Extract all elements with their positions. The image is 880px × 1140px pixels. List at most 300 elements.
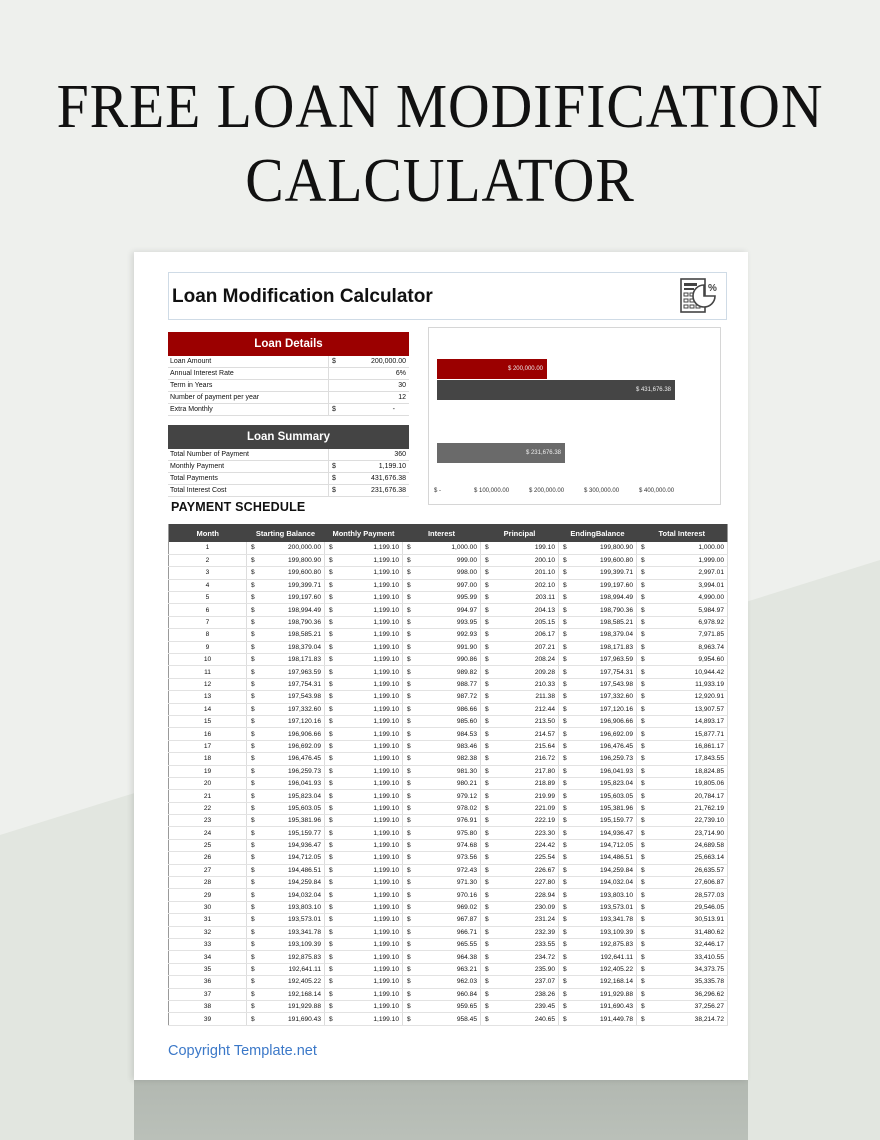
cell-starting-balance[interactable]: 194,032.04 (259, 889, 325, 901)
cell-principal[interactable]: 237.07 (493, 976, 559, 988)
cell-total-interest[interactable]: 32,446.17 (649, 939, 728, 951)
cell-month[interactable]: 37 (169, 988, 247, 1000)
cell-monthly-payment[interactable]: 1,199.10 (337, 604, 403, 616)
cell-ending-balance[interactable]: 195,603.05 (571, 790, 637, 802)
cell-starting-balance[interactable]: 191,690.43 (259, 1013, 325, 1025)
cell-month[interactable]: 10 (169, 654, 247, 666)
cell-interest[interactable]: 962.03 (415, 976, 481, 988)
cell-monthly-payment[interactable]: 1,199.10 (337, 988, 403, 1000)
cell-monthly-payment[interactable]: 1,199.10 (337, 1000, 403, 1012)
cell-month[interactable]: 7 (169, 616, 247, 628)
cell-starting-balance[interactable]: 199,399.71 (259, 579, 325, 591)
cell-monthly-payment[interactable]: 1,199.10 (337, 901, 403, 913)
cell-starting-balance[interactable]: 192,168.14 (259, 988, 325, 1000)
cell-ending-balance[interactable]: 197,332.60 (571, 691, 637, 703)
cell-starting-balance[interactable]: 192,875.83 (259, 951, 325, 963)
cell-principal[interactable]: 203.11 (493, 592, 559, 604)
cell-starting-balance[interactable]: 195,603.05 (259, 802, 325, 814)
cell-principal[interactable]: 211.38 (493, 691, 559, 703)
cell-principal[interactable]: 217.80 (493, 765, 559, 777)
cell-month[interactable]: 23 (169, 815, 247, 827)
interest-rate-value[interactable]: 6% (395, 370, 406, 377)
cell-monthly-payment[interactable]: 1,199.10 (337, 815, 403, 827)
cell-principal[interactable]: 228.94 (493, 889, 559, 901)
currency-symbol: $ (403, 666, 415, 678)
bar-loan-amount: $ 200,000.00 (437, 359, 547, 379)
cell-monthly-payment[interactable]: 1,199.10 (337, 666, 403, 678)
col-header-monthly-payment[interactable]: Monthly Payment (325, 524, 403, 542)
cell-total-interest[interactable]: 4,990.00 (649, 592, 728, 604)
cell-ending-balance[interactable]: 199,800.90 (571, 542, 637, 554)
cell-total-interest[interactable]: 36,296.62 (649, 988, 728, 1000)
cell-month[interactable]: 9 (169, 641, 247, 653)
cell-total-interest[interactable]: 3,994.01 (649, 579, 728, 591)
cell-interest[interactable]: 991.90 (415, 641, 481, 653)
extra-monthly-value[interactable]: - (392, 406, 395, 413)
cell-principal[interactable]: 205.15 (493, 616, 559, 628)
cell-monthly-payment[interactable]: 1,199.10 (337, 567, 403, 579)
cell-interest[interactable]: 983.46 (415, 740, 481, 752)
cell-ending-balance[interactable]: 191,690.43 (571, 1000, 637, 1012)
cell-starting-balance[interactable]: 191,929.88 (259, 1000, 325, 1012)
cell-month[interactable]: 3 (169, 567, 247, 579)
cell-total-interest[interactable]: 1,999.00 (649, 554, 728, 566)
cell-total-interest[interactable]: 14,893.17 (649, 715, 728, 727)
cell-principal[interactable]: 219.99 (493, 790, 559, 802)
cell-ending-balance[interactable]: 196,476.45 (571, 740, 637, 752)
cell-total-interest[interactable]: 23,714.90 (649, 827, 728, 839)
table-row (169, 827, 728, 839)
cell-ending-balance[interactable]: 198,790.36 (571, 604, 637, 616)
cell-monthly-payment[interactable]: 1,199.10 (337, 1013, 403, 1025)
cell-interest[interactable]: 1,000.00 (415, 542, 481, 554)
cell-month[interactable]: 33 (169, 939, 247, 951)
cell-interest[interactable]: 992.93 (415, 629, 481, 641)
cell-principal[interactable]: 215.64 (493, 740, 559, 752)
cell-ending-balance[interactable]: 198,994.49 (571, 592, 637, 604)
cell-total-interest[interactable]: 19,805.06 (649, 777, 728, 789)
cell-starting-balance[interactable]: 196,692.09 (259, 740, 325, 752)
cell-ending-balance[interactable]: 198,585.21 (571, 616, 637, 628)
cell-ending-balance[interactable]: 194,486.51 (571, 852, 637, 864)
cell-principal[interactable]: 232.39 (493, 926, 559, 938)
cell-starting-balance[interactable]: 196,476.45 (259, 753, 325, 765)
cell-interest[interactable]: 966.71 (415, 926, 481, 938)
cell-ending-balance[interactable]: 194,712.05 (571, 839, 637, 851)
cell-principal[interactable]: 199.10 (493, 542, 559, 554)
cell-starting-balance[interactable]: 197,963.59 (259, 666, 325, 678)
cell-total-interest[interactable]: 2,997.01 (649, 567, 728, 579)
cell-month[interactable]: 18 (169, 753, 247, 765)
cell-starting-balance[interactable]: 199,600.80 (259, 567, 325, 579)
cell-principal[interactable]: 216.72 (493, 753, 559, 765)
cell-month[interactable]: 24 (169, 827, 247, 839)
cell-ending-balance[interactable]: 193,803.10 (571, 889, 637, 901)
copyright-link[interactable]: Copyright Template.net (168, 1043, 317, 1059)
col-header-starting-balance[interactable]: Starting Balance (247, 524, 325, 542)
col-header-month[interactable]: Month (169, 524, 247, 542)
cell-principal[interactable]: 225.54 (493, 852, 559, 864)
cell-month[interactable]: 32 (169, 926, 247, 938)
cell-ending-balance[interactable]: 199,600.80 (571, 554, 637, 566)
cell-starting-balance[interactable]: 197,120.16 (259, 715, 325, 727)
cell-ending-balance[interactable]: 193,341.78 (571, 914, 637, 926)
cell-month[interactable]: 39 (169, 1013, 247, 1025)
cell-monthly-payment[interactable]: 1,199.10 (337, 889, 403, 901)
cell-principal[interactable]: 212.44 (493, 703, 559, 715)
cell-starting-balance[interactable]: 197,543.98 (259, 691, 325, 703)
cell-total-interest[interactable]: 17,843.55 (649, 753, 728, 765)
cell-total-interest[interactable]: 16,861.17 (649, 740, 728, 752)
cell-monthly-payment[interactable]: 1,199.10 (337, 963, 403, 975)
cell-interest[interactable]: 980.21 (415, 777, 481, 789)
cell-interest[interactable]: 971.30 (415, 877, 481, 889)
cell-starting-balance[interactable]: 198,585.21 (259, 629, 325, 641)
cell-ending-balance[interactable]: 196,906.66 (571, 715, 637, 727)
cell-month[interactable]: 19 (169, 765, 247, 777)
payments-per-year-value[interactable]: 12 (398, 394, 406, 401)
cell-monthly-payment[interactable]: 1,199.10 (337, 678, 403, 690)
cell-starting-balance[interactable]: 193,573.01 (259, 914, 325, 926)
cell-ending-balance[interactable]: 194,259.84 (571, 864, 637, 876)
cell-ending-balance[interactable]: 193,109.39 (571, 926, 637, 938)
cell-monthly-payment[interactable]: 1,199.10 (337, 654, 403, 666)
cell-interest[interactable]: 975.80 (415, 827, 481, 839)
cell-month[interactable]: 25 (169, 839, 247, 851)
cell-interest[interactable]: 994.97 (415, 604, 481, 616)
cell-total-interest[interactable]: 37,256.27 (649, 1000, 728, 1012)
cell-principal[interactable]: 206.17 (493, 629, 559, 641)
cell-total-interest[interactable]: 1,000.00 (649, 542, 728, 554)
cell-ending-balance[interactable]: 199,399.71 (571, 567, 637, 579)
cell-total-interest[interactable]: 30,513.91 (649, 914, 728, 926)
cell-total-interest[interactable]: 38,214.72 (649, 1013, 728, 1025)
cell-monthly-payment[interactable]: 1,199.10 (337, 864, 403, 876)
cell-month[interactable]: 14 (169, 703, 247, 715)
cell-interest[interactable]: 958.45 (415, 1013, 481, 1025)
cell-principal[interactable]: 227.80 (493, 877, 559, 889)
cell-interest[interactable]: 993.95 (415, 616, 481, 628)
cell-interest[interactable]: 978.02 (415, 802, 481, 814)
cell-monthly-payment[interactable]: 1,199.10 (337, 592, 403, 604)
cell-month[interactable]: 36 (169, 976, 247, 988)
cell-monthly-payment[interactable]: 1,199.10 (337, 753, 403, 765)
cell-ending-balance[interactable]: 192,641.11 (571, 951, 637, 963)
cell-starting-balance[interactable]: 194,259.84 (259, 877, 325, 889)
cell-ending-balance[interactable]: 194,936.47 (571, 827, 637, 839)
cell-monthly-payment[interactable]: 1,199.10 (337, 691, 403, 703)
cell-month[interactable]: 27 (169, 864, 247, 876)
cell-principal[interactable]: 234.72 (493, 951, 559, 963)
currency-symbol: $ (559, 889, 571, 901)
cell-monthly-payment[interactable]: 1,199.10 (337, 740, 403, 752)
cell-monthly-payment[interactable]: 1,199.10 (337, 976, 403, 988)
cell-principal[interactable]: 201.10 (493, 567, 559, 579)
cell-ending-balance[interactable]: 197,120.16 (571, 703, 637, 715)
cell-interest[interactable]: 989.82 (415, 666, 481, 678)
cell-ending-balance[interactable]: 194,032.04 (571, 877, 637, 889)
cell-ending-balance[interactable]: 195,381.96 (571, 802, 637, 814)
cell-total-interest[interactable]: 28,577.03 (649, 889, 728, 901)
cell-month[interactable]: 38 (169, 1000, 247, 1012)
currency-symbol: $ (247, 877, 259, 889)
cell-interest[interactable]: 986.66 (415, 703, 481, 715)
cell-total-interest[interactable]: 27,606.87 (649, 877, 728, 889)
cell-month[interactable]: 13 (169, 691, 247, 703)
cell-month[interactable]: 29 (169, 889, 247, 901)
cell-monthly-payment[interactable]: 1,199.10 (337, 827, 403, 839)
cell-monthly-payment[interactable]: 1,199.10 (337, 790, 403, 802)
cell-principal[interactable]: 238.26 (493, 988, 559, 1000)
cell-total-interest[interactable]: 25,663.14 (649, 852, 728, 864)
cell-total-interest[interactable]: 33,410.55 (649, 951, 728, 963)
cell-month[interactable]: 31 (169, 914, 247, 926)
cell-monthly-payment[interactable]: 1,199.10 (337, 715, 403, 727)
cell-starting-balance[interactable]: 194,712.05 (259, 852, 325, 864)
cell-total-interest[interactable]: 6,978.92 (649, 616, 728, 628)
cell-total-interest[interactable]: 12,920.91 (649, 691, 728, 703)
cell-ending-balance[interactable]: 197,963.59 (571, 654, 637, 666)
cell-starting-balance[interactable]: 200,000.00 (259, 542, 325, 554)
cell-ending-balance[interactable]: 192,168.14 (571, 976, 637, 988)
cell-total-interest[interactable]: 31,480.62 (649, 926, 728, 938)
cell-ending-balance[interactable]: 197,754.31 (571, 666, 637, 678)
cell-ending-balance[interactable]: 199,197.60 (571, 579, 637, 591)
currency-symbol: $ (247, 963, 259, 975)
cell-monthly-payment[interactable]: 1,199.10 (337, 579, 403, 591)
cell-month[interactable]: 5 (169, 592, 247, 604)
cell-month[interactable]: 6 (169, 604, 247, 616)
cell-total-interest[interactable]: 10,944.42 (649, 666, 728, 678)
cell-monthly-payment[interactable]: 1,199.10 (337, 939, 403, 951)
cell-month[interactable]: 30 (169, 901, 247, 913)
cell-monthly-payment[interactable]: 1,199.10 (337, 802, 403, 814)
cell-ending-balance[interactable]: 192,875.83 (571, 939, 637, 951)
cell-month[interactable]: 22 (169, 802, 247, 814)
cell-principal[interactable]: 221.09 (493, 802, 559, 814)
cell-interest[interactable]: 995.99 (415, 592, 481, 604)
currency-symbol: $ (559, 852, 571, 864)
cell-month[interactable]: 17 (169, 740, 247, 752)
cell-monthly-payment[interactable]: 1,199.10 (337, 839, 403, 851)
term-years-value[interactable]: 30 (398, 382, 406, 389)
col-header-total-interest[interactable]: Total Interest (637, 524, 728, 542)
cell-monthly-payment[interactable]: 1,199.10 (337, 852, 403, 864)
cell-monthly-payment[interactable]: 1,199.10 (337, 777, 403, 789)
cell-month[interactable]: 21 (169, 790, 247, 802)
cell-month[interactable]: 26 (169, 852, 247, 864)
cell-monthly-payment[interactable]: 1,199.10 (337, 926, 403, 938)
cell-ending-balance[interactable]: 196,041.93 (571, 765, 637, 777)
cell-ending-balance[interactable]: 193,573.01 (571, 901, 637, 913)
cell-interest[interactable]: 960.84 (415, 988, 481, 1000)
cell-principal[interactable]: 226.67 (493, 864, 559, 876)
cell-monthly-payment[interactable]: 1,199.10 (337, 629, 403, 641)
cell-interest[interactable]: 985.60 (415, 715, 481, 727)
cell-ending-balance[interactable]: 196,692.09 (571, 728, 637, 740)
cell-ending-balance[interactable]: 195,823.04 (571, 777, 637, 789)
cell-principal[interactable]: 218.89 (493, 777, 559, 789)
cell-starting-balance[interactable]: 195,823.04 (259, 790, 325, 802)
cell-total-interest[interactable]: 26,635.57 (649, 864, 728, 876)
cell-starting-balance[interactable]: 192,641.11 (259, 963, 325, 975)
document-title: Loan Modification Calculator (172, 286, 433, 307)
cell-starting-balance[interactable]: 195,381.96 (259, 815, 325, 827)
cell-total-interest[interactable]: 7,971.85 (649, 629, 728, 641)
cell-total-interest[interactable]: 21,762.19 (649, 802, 728, 814)
cell-principal[interactable]: 222.19 (493, 815, 559, 827)
cell-month[interactable]: 20 (169, 777, 247, 789)
cell-starting-balance[interactable]: 198,790.36 (259, 616, 325, 628)
cell-ending-balance[interactable]: 198,379.04 (571, 629, 637, 641)
cell-starting-balance[interactable]: 194,486.51 (259, 864, 325, 876)
cell-starting-balance[interactable]: 195,159.77 (259, 827, 325, 839)
cell-principal[interactable]: 213.50 (493, 715, 559, 727)
cell-starting-balance[interactable]: 193,109.39 (259, 939, 325, 951)
cell-interest[interactable]: 981.30 (415, 765, 481, 777)
cell-interest[interactable]: 972.43 (415, 864, 481, 876)
table-row (169, 1000, 728, 1012)
cell-monthly-payment[interactable]: 1,199.10 (337, 641, 403, 653)
cell-principal[interactable]: 239.45 (493, 1000, 559, 1012)
cell-month[interactable]: 1 (169, 542, 247, 554)
loan-amount-value[interactable]: 200,000.00 (370, 358, 406, 365)
cell-month[interactable]: 16 (169, 728, 247, 740)
cell-interest[interactable]: 999.00 (415, 554, 481, 566)
cell-monthly-payment[interactable]: 1,199.10 (337, 728, 403, 740)
cell-starting-balance[interactable]: 197,332.60 (259, 703, 325, 715)
cell-monthly-payment[interactable]: 1,199.10 (337, 914, 403, 926)
cell-month[interactable]: 34 (169, 951, 247, 963)
cell-ending-balance[interactable]: 192,405.22 (571, 963, 637, 975)
cell-ending-balance[interactable]: 191,449.78 (571, 1013, 637, 1025)
cell-interest[interactable]: 969.02 (415, 901, 481, 913)
cell-monthly-payment[interactable]: 1,199.10 (337, 951, 403, 963)
cell-starting-balance[interactable]: 196,906.66 (259, 728, 325, 740)
cell-principal[interactable]: 200.10 (493, 554, 559, 566)
currency-symbol: $ (247, 1013, 259, 1025)
currency-symbol: $ (403, 889, 415, 901)
cell-principal[interactable]: 231.24 (493, 914, 559, 926)
cell-interest[interactable]: 998.00 (415, 567, 481, 579)
cell-interest[interactable]: 984.53 (415, 728, 481, 740)
cell-month[interactable]: 35 (169, 963, 247, 975)
cell-total-interest[interactable]: 15,877.71 (649, 728, 728, 740)
cell-total-interest[interactable]: 20,784.17 (649, 790, 728, 802)
cell-interest[interactable]: 959.65 (415, 1000, 481, 1012)
cell-month[interactable]: 2 (169, 554, 247, 566)
cell-total-interest[interactable]: 35,335.78 (649, 976, 728, 988)
cell-total-interest[interactable]: 11,933.19 (649, 678, 728, 690)
cell-month[interactable]: 8 (169, 629, 247, 641)
cell-ending-balance[interactable]: 197,543.98 (571, 678, 637, 690)
cell-principal[interactable]: 230.09 (493, 901, 559, 913)
cell-principal[interactable]: 224.42 (493, 839, 559, 851)
cell-starting-balance[interactable]: 199,800.90 (259, 554, 325, 566)
cell-principal[interactable]: 209.28 (493, 666, 559, 678)
cell-month[interactable]: 12 (169, 678, 247, 690)
cell-monthly-payment[interactable]: 1,199.10 (337, 765, 403, 777)
cell-interest[interactable]: 964.38 (415, 951, 481, 963)
cell-starting-balance[interactable]: 194,936.47 (259, 839, 325, 851)
cell-interest[interactable]: 988.77 (415, 678, 481, 690)
cell-month[interactable]: 11 (169, 666, 247, 678)
cell-principal[interactable]: 207.21 (493, 641, 559, 653)
cell-principal[interactable]: 214.57 (493, 728, 559, 740)
cell-total-interest[interactable]: 9,954.60 (649, 654, 728, 666)
cell-month[interactable]: 28 (169, 877, 247, 889)
cell-ending-balance[interactable]: 191,929.88 (571, 988, 637, 1000)
cell-starting-balance[interactable]: 196,259.73 (259, 765, 325, 777)
col-header-ending-balance[interactable]: EndingBalance (559, 524, 637, 542)
cell-interest[interactable]: 987.72 (415, 691, 481, 703)
cell-starting-balance[interactable]: 193,803.10 (259, 901, 325, 913)
currency-symbol: $ (325, 1013, 337, 1025)
col-header-interest[interactable]: Interest (403, 524, 481, 542)
cell-starting-balance[interactable]: 198,994.49 (259, 604, 325, 616)
cell-principal[interactable]: 233.55 (493, 939, 559, 951)
cell-principal[interactable]: 208.24 (493, 654, 559, 666)
cell-month[interactable]: 4 (169, 579, 247, 591)
loan-bar-chart[interactable] (428, 327, 721, 505)
cell-total-interest[interactable]: 5,984.97 (649, 604, 728, 616)
cell-principal[interactable]: 235.90 (493, 963, 559, 975)
cell-month[interactable]: 15 (169, 715, 247, 727)
cell-principal[interactable]: 240.65 (493, 1013, 559, 1025)
cell-monthly-payment[interactable]: 1,199.10 (337, 554, 403, 566)
cell-total-interest[interactable]: 8,963.74 (649, 641, 728, 653)
cell-monthly-payment[interactable]: 1,199.10 (337, 542, 403, 554)
cell-ending-balance[interactable]: 196,259.73 (571, 753, 637, 765)
cell-monthly-payment[interactable]: 1,199.10 (337, 703, 403, 715)
cell-interest[interactable]: 979.12 (415, 790, 481, 802)
cell-interest[interactable]: 976.91 (415, 815, 481, 827)
cell-interest[interactable]: 963.21 (415, 963, 481, 975)
cell-principal[interactable]: 210.33 (493, 678, 559, 690)
cell-starting-balance[interactable]: 197,754.31 (259, 678, 325, 690)
cell-principal[interactable]: 223.30 (493, 827, 559, 839)
cell-monthly-payment[interactable]: 1,199.10 (337, 877, 403, 889)
cell-starting-balance[interactable]: 198,379.04 (259, 641, 325, 653)
cell-total-interest[interactable]: 24,689.58 (649, 839, 728, 851)
cell-ending-balance[interactable]: 198,171.83 (571, 641, 637, 653)
cell-total-interest[interactable]: 18,824.85 (649, 765, 728, 777)
cell-total-interest[interactable]: 13,907.57 (649, 703, 728, 715)
cell-interest[interactable]: 965.55 (415, 939, 481, 951)
cell-interest[interactable]: 974.68 (415, 839, 481, 851)
cell-starting-balance[interactable]: 198,171.83 (259, 654, 325, 666)
cell-interest[interactable]: 997.00 (415, 579, 481, 591)
cell-starting-balance[interactable]: 199,197.60 (259, 592, 325, 604)
cell-interest[interactable]: 967.87 (415, 914, 481, 926)
cell-ending-balance[interactable]: 195,159.77 (571, 815, 637, 827)
cell-starting-balance[interactable]: 193,341.78 (259, 926, 325, 938)
cell-monthly-payment[interactable]: 1,199.10 (337, 616, 403, 628)
cell-principal[interactable]: 204.13 (493, 604, 559, 616)
cell-interest[interactable]: 982.38 (415, 753, 481, 765)
currency-symbol: $ (637, 852, 649, 864)
cell-total-interest[interactable]: 29,546.05 (649, 901, 728, 913)
col-header-principal[interactable]: Principal (481, 524, 559, 542)
cell-total-interest[interactable]: 34,373.75 (649, 963, 728, 975)
cell-starting-balance[interactable]: 196,041.93 (259, 777, 325, 789)
cell-interest[interactable]: 973.56 (415, 852, 481, 864)
cell-principal[interactable]: 202.10 (493, 579, 559, 591)
cell-interest[interactable]: 970.16 (415, 889, 481, 901)
cell-starting-balance[interactable]: 192,405.22 (259, 976, 325, 988)
cell-interest[interactable]: 990.86 (415, 654, 481, 666)
cell-total-interest[interactable]: 22,739.10 (649, 815, 728, 827)
